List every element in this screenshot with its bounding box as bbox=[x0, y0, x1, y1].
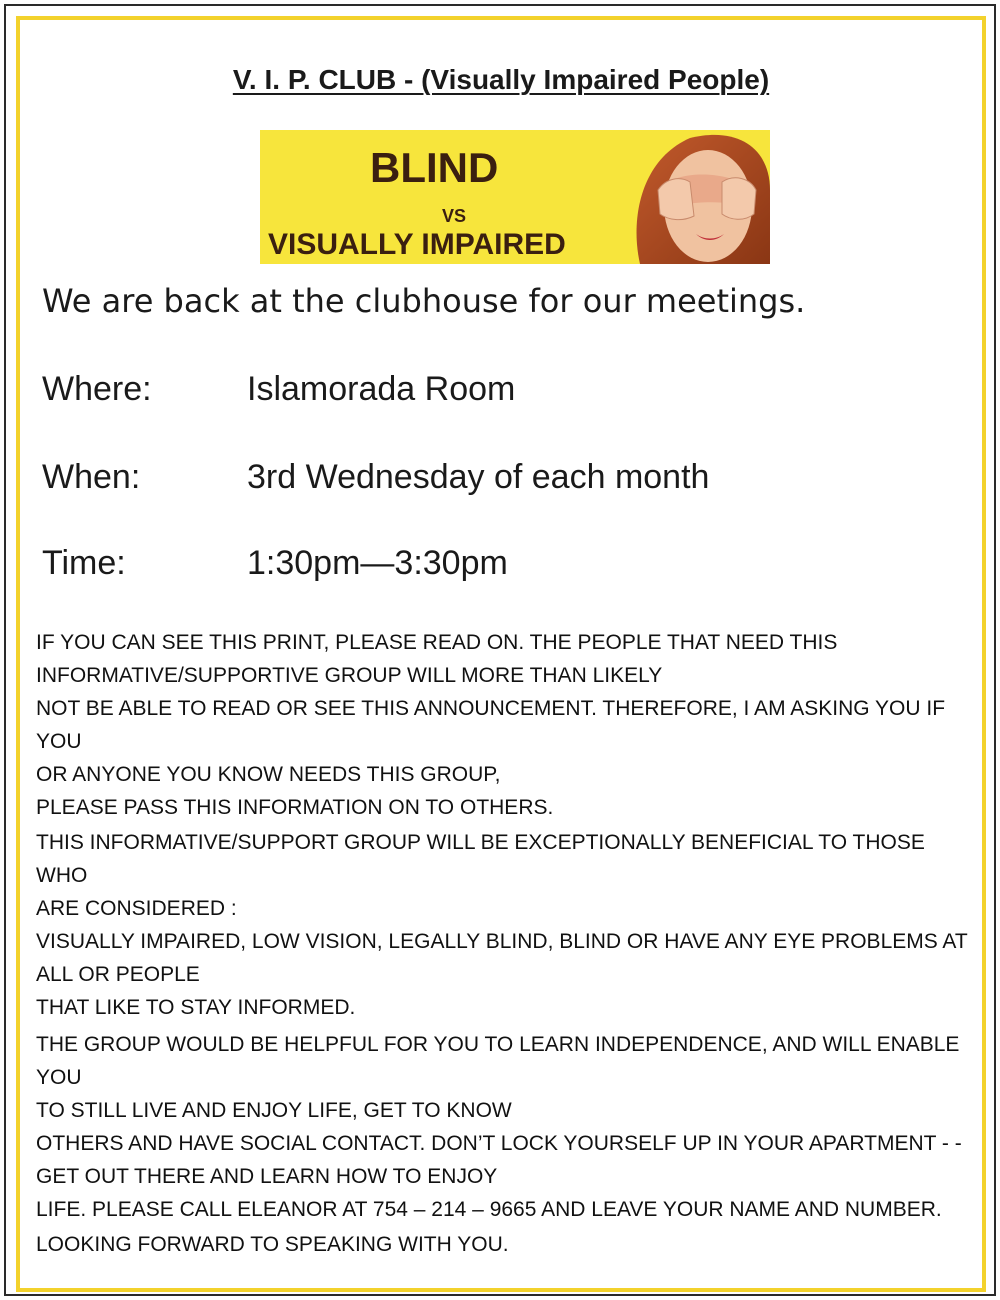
banner-line-visually-impaired: VISUALLY IMPAIRED bbox=[268, 228, 566, 261]
where-value: Islamorada Room bbox=[247, 370, 516, 408]
when-label: When: bbox=[42, 458, 141, 496]
flyer-outer-frame bbox=[4, 4, 996, 1296]
time-label: Time: bbox=[42, 544, 126, 582]
paragraph-closing: LOOKING FORWARD TO SPEAKING WITH YOU. bbox=[36, 1233, 509, 1256]
club-title: V. I. P. CLUB - (Visually Impaired People) bbox=[232, 64, 770, 95]
banner-line-vs: VS bbox=[442, 206, 467, 226]
time-value: 1:30pm—3:30pm bbox=[247, 544, 508, 582]
paragraph-who-benefits: THIS INFORMATIVE/SUPPORT GROUP WILL BE EXCEPTIONALLY BENEFICIAL TO THOSE WHO ARE CONSIDERED : VISUALLY IMPAIRED, LOW VISION, LEGALLY BLIND, BLIND OR HAVE ANY EYE PROBLEMS AT ALL OR PEOPLE THAT LIKE TO STAY INFORMED. bbox=[36, 831, 968, 1019]
where-label: Where: bbox=[42, 370, 152, 408]
covered-eyes-woman-illustration bbox=[610, 130, 770, 264]
paragraph-group-benefits-contact: THE GROUP WOULD BE HELPFUL FOR YOU TO LEARN INDEPENDENCE, AND WILL ENABLE YOU TO STILL LIVE AND ENJOY LIFE, GET TO KNOW OTHERS AND HAVE SOCIAL CONTACT. DON’T LOCK YOURSELF UP IN YOUR APARTMENT - - GET OUT THERE AND LEARN HOW TO ENJOY LIFE. PLEASE CALL ELEANOR AT 754 – 214 – 9665 AND LEAVE YOUR NAME AND NUMBER. bbox=[36, 1033, 962, 1221]
lead-statement: We are back at the clubhouse for our meetings. bbox=[42, 282, 806, 320]
paragraph-please-read-on: IF YOU CAN SEE THIS PRINT, PLEASE READ ON. THE PEOPLE THAT NEED THIS INFORMATIVE/SUPPORTIVE GROUP WILL MORE THAN LIKELY NOT BE ABLE TO READ OR SEE THIS ANNOUNCEMENT. THEREFORE, I AM ASKING YOU IF YOU OR ANYONE YOU KNOW NEEDS THIS GROUP, PLEASE PASS THIS INFORMATION ON TO OTHERS. bbox=[36, 631, 946, 819]
blind-vs-impaired-banner bbox=[260, 130, 770, 264]
flyer-inner-frame bbox=[16, 16, 986, 1292]
banner-line-blind: BLIND bbox=[370, 144, 499, 191]
when-value: 3rd Wednesday of each month bbox=[247, 458, 710, 496]
